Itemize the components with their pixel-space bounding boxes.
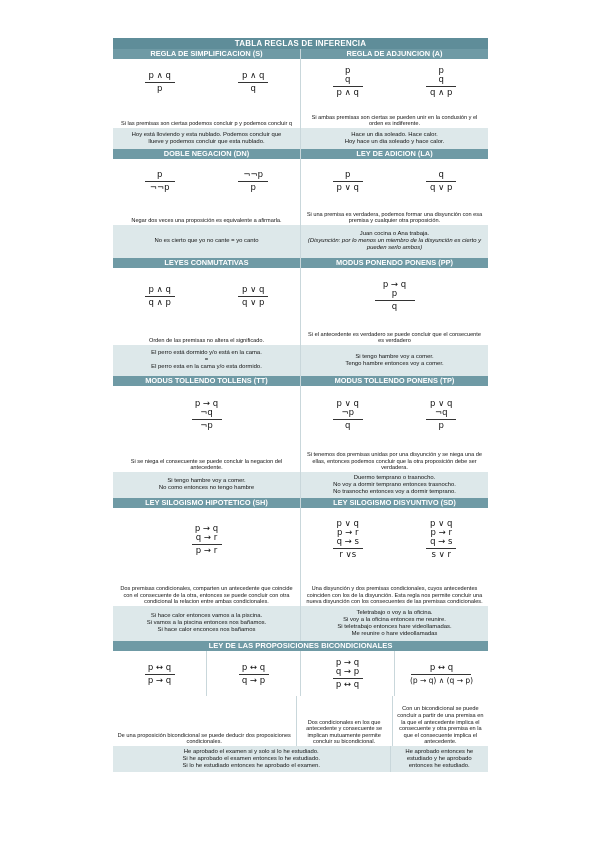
rule-header-conmutativas: LEYES CONMUTATIVAS <box>113 258 300 268</box>
rule-example: Juan cocina o Ana trabaja. (Disyunción: por lo menos un miembro de la disyunción es cierto y pueden serlo ambos) <box>300 225 488 258</box>
formula-bicondicional-2: p ↔ q q → p <box>239 663 269 685</box>
formula-simplificacion-2: p ∧ q q <box>238 71 268 93</box>
formula-silogismo-disyuntivo-2: p ∨ q p → r q → s s ∨ r <box>426 519 456 559</box>
rule-header-tollendo-ponens: MODUS TOLLENDO PONENS (TP) <box>300 376 488 386</box>
rule-header-simplificacion: REGLA DE SIMPLIFICACION (S) <box>113 49 300 59</box>
rule-header-silogismo-hipotetico: LEY SILOGISMO HIPOTETICO (SH) <box>113 498 300 508</box>
formula-tollendo-ponens-1: p ∨ q ¬p q <box>333 399 363 430</box>
rule-example: Si tengo hambre voy a comer. Tengo hambre entonces voy a comer. <box>300 345 488 376</box>
formula-adicion-1: p p ∨ q <box>333 170 363 192</box>
rule-example: He aprobado entonces he estudiado y he aprobado entonces he estudiado. <box>390 746 489 772</box>
rule-example: El perro está dormido y/o está en la cama. = El perro esta en la cama y/o esta dormido. <box>113 345 300 376</box>
rule-example: Duermo temprano o trasnocho. No voy a dormir temprano entonces trasnocho. No trasnocho entonces voy a dormir temprano. <box>300 472 488 498</box>
rule-description: Si el antecedente es verdadero se puede concluir que el consecuente es verdadero <box>300 323 488 345</box>
table-title: TABLA REGLAS DE INFERENCIA <box>113 38 488 49</box>
rule-description: Negar dos veces una proposición es equivalente a afirmarla. <box>113 203 300 225</box>
rule-header-bicondicionales: LEY DE LAS PROPOSICIONES BICONDICIONALES <box>113 641 488 651</box>
formula-conmutativa-1: p ∧ q q ∧ p <box>145 285 175 307</box>
rule-header-adjuncion: REGLA DE ADJUNCION (A) <box>300 49 488 59</box>
rule-example: Teletrabajo o voy a la oficina. Si voy a la oficina entonces me reunire. Si teletrabajo entonces hare videollamadas. Me reunire o hare videollamadas <box>300 606 488 641</box>
rule-description: Dos condicionales en los que antecedente y consecuente se implican mutuamente permite concluir su bicondicional. <box>296 696 392 746</box>
rule-header-adicion: LEY DE ADICION (LA) <box>300 149 488 159</box>
inference-rules-table <box>113 38 488 772</box>
rule-description: De una proposición bicondicional se puede deducir dos proposiciones condicionales. <box>113 696 296 746</box>
rule-description: Si las premisas son ciertas podemos concluir p y podemos concluir q <box>113 104 300 128</box>
formula-bicondicional-4: p ↔ q (p → q) ∧ (q → p) <box>409 662 474 685</box>
rule-header-silogismo-disyuntivo: LEY SILOGISMO DISYUNTIVO (SD) <box>300 498 488 508</box>
rule-description: Si tenemos dos premisas unidas por una disyunción y se niega una de ellas, entonces podemos concluir que la otra proposición debe ser verdadera. <box>300 443 488 472</box>
rule-example: Si tengo hambre voy a comer. No como entonces no tengo hambre <box>113 472 300 498</box>
rule-description: Si ambas premisas son ciertas se pueden unir en la condusión y el orden es indiferente. <box>300 104 488 128</box>
rule-example: Hoy está lloviendo y esta nublado. Podemos concluir que llueve y podemos concluir que esta nublado. <box>113 128 300 149</box>
rule-header-ponendo-ponens: MODUS PONENDO PONENS (PP) <box>300 258 488 268</box>
formula-conmutativa-2: p ∨ q q ∨ p <box>238 285 268 307</box>
rule-header-doble-negacion: DOBLE NEGACION (DN) <box>113 149 300 159</box>
formula-tollendo-ponens-2: p ∨ q ¬q p <box>426 399 456 430</box>
formula-simplificacion-1: p ∧ q p <box>145 71 175 93</box>
formula-adicion-2: q q ∨ p <box>426 170 456 192</box>
formula-tollendo-tollens: p → q ¬q ¬p <box>192 399 222 430</box>
rule-example: He aprobado el examen si y solo si lo he estudiado. Si he aprobado el examen entonces lo he estudiado. Si lo he estudiado entonces he aprobado el examen. <box>113 746 390 772</box>
formula-doble-negacion-2: ¬¬p p <box>238 170 268 192</box>
formula-bicondicional-3: p → q q → p p ↔ q <box>333 658 363 689</box>
rule-example: Hace un dia soleado. Hace calor. Hoy hace un dia soleado y hace calor. <box>300 128 488 149</box>
formula-doble-negacion-1: p ¬¬p <box>145 170 175 192</box>
formula-ponendo-ponens: p → q p q <box>375 280 415 311</box>
rule-example: No es cierto que yo no cante = yo canto <box>113 225 300 258</box>
formula-silogismo-disyuntivo-1: p ∨ q p → r q → s r ∨s <box>333 519 363 559</box>
rule-description: Si se niega el consecuente se puede concluir la negacion del antecedente. <box>113 443 300 472</box>
rule-description: Si una premisa es verdadera, podemos formar una disyunción con esa premisa y cualquier otra proposición. <box>300 203 488 225</box>
formula-adjuncion-1: p q p ∧ q <box>333 66 363 97</box>
formula-adjuncion-2: p q q ∧ p <box>426 66 456 97</box>
rule-description: Con un bicondicional se puede concluir a partir de una premisa en la que el antecedente implica el consecuente y otra premisa en la que el consecuente implica el antecedente. <box>392 696 488 746</box>
rule-header-tollendo-tollens: MODUS TOLLENDO TOLLENS (TT) <box>113 376 300 386</box>
rule-description: Una disyunción y dos premisas condicionales, cuyos antecedentes coinciden con los de la disyunción. Esta regla nos permite concluir una nueva disyunción con los consecuentes de las premisas condicionales. <box>300 570 488 606</box>
formula-silogismo-hipotetico: p → q q → r p → r <box>192 524 222 555</box>
formula-bicondicional-1: p ↔ q p → q <box>145 663 175 685</box>
rule-example: Si hace calor entonces vamos a la piscina. Si vamos a la piscina entonces nos bañamos. Si hace calor enconces nos bañamos <box>113 606 300 641</box>
rule-description: Dos premisas condicionales, comparten un antecedente que coincide con el consecuente de la otra, entonces se puede concluir con otra condicional la relacion entre ambas condicionales. <box>113 570 300 606</box>
rule-description: Orden de las premisas no altera el significado. <box>113 323 300 345</box>
